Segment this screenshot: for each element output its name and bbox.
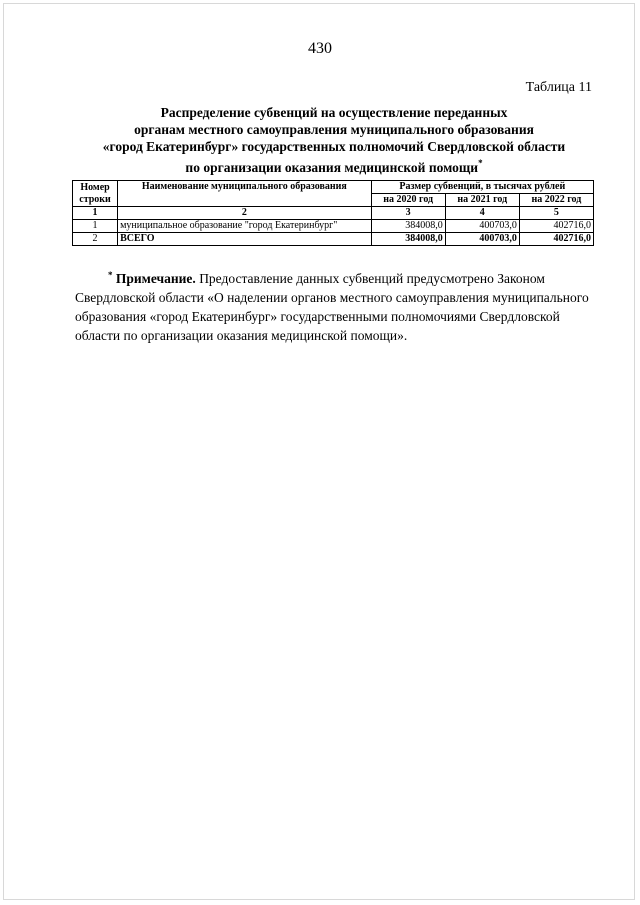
title-line: «город Екатеринбург» государственных полномочий Свердловской области <box>102 139 566 154</box>
title-line <box>60 155 608 176</box>
note-line: образования «город Екатеринбург» государственными полномочиями Свердловской <box>75 309 560 324</box>
note-label: Примечание. <box>115 271 196 286</box>
row-value-2022: 402716,0 <box>519 220 593 233</box>
table-row <box>73 220 594 233</box>
title-line-text: по организации оказания медицинской помощи <box>185 160 479 175</box>
table-label: Таблица 11 <box>525 80 592 95</box>
header-name: Наименование муниципального образования <box>118 181 372 207</box>
note-text: Предоставление данных субвенций предусмотрено Законом <box>199 271 545 286</box>
note-line: Свердловской области «О наделении органов местного самоуправления муниципального <box>75 290 589 305</box>
row-value-2020: 384008,0 <box>371 233 445 246</box>
title-line: органам местного самоуправления муниципального образования <box>134 122 534 137</box>
index-cell: 2 <box>118 207 372 220</box>
index-cell: 1 <box>73 207 118 220</box>
title-line: Распределение субвенций на осуществление переданных <box>160 105 508 120</box>
header-year-2022: на 2022 год <box>519 194 593 207</box>
row-value-2020: 384008,0 <box>371 220 445 233</box>
header-row-number <box>73 181 118 207</box>
header-row-number-line1: Номер <box>80 181 110 193</box>
subsidies-table <box>72 180 594 246</box>
document-title <box>60 104 608 176</box>
index-row <box>73 207 594 220</box>
note <box>75 266 595 345</box>
row-number: 1 <box>73 220 118 233</box>
row-value-2022: 402716,0 <box>519 233 593 246</box>
note-line: области по организации оказания медицинской помощи». <box>75 328 408 343</box>
table-row-total <box>73 233 594 246</box>
note-first-line <box>75 266 595 288</box>
row-value-2021: 400703,0 <box>445 233 519 246</box>
row-name: муниципальное образование "город Екатеринбург" <box>118 220 372 233</box>
header-row-number-line2: строки <box>79 193 111 205</box>
page-number: 430 <box>308 40 332 57</box>
row-name: ВСЕГО <box>118 233 372 246</box>
header-amount-group: Размер субвенций, в тысячах рублей <box>371 181 593 194</box>
note-footnote-mark: * <box>108 270 113 280</box>
row-value-2021: 400703,0 <box>445 220 519 233</box>
index-cell: 5 <box>519 207 593 220</box>
header-row <box>73 181 594 194</box>
header-year-2021: на 2021 год <box>445 194 519 207</box>
header-year-2020: на 2020 год <box>371 194 445 207</box>
index-cell: 3 <box>371 207 445 220</box>
index-cell: 4 <box>445 207 519 220</box>
footnote-mark: * <box>478 158 483 168</box>
row-number: 2 <box>73 233 118 246</box>
